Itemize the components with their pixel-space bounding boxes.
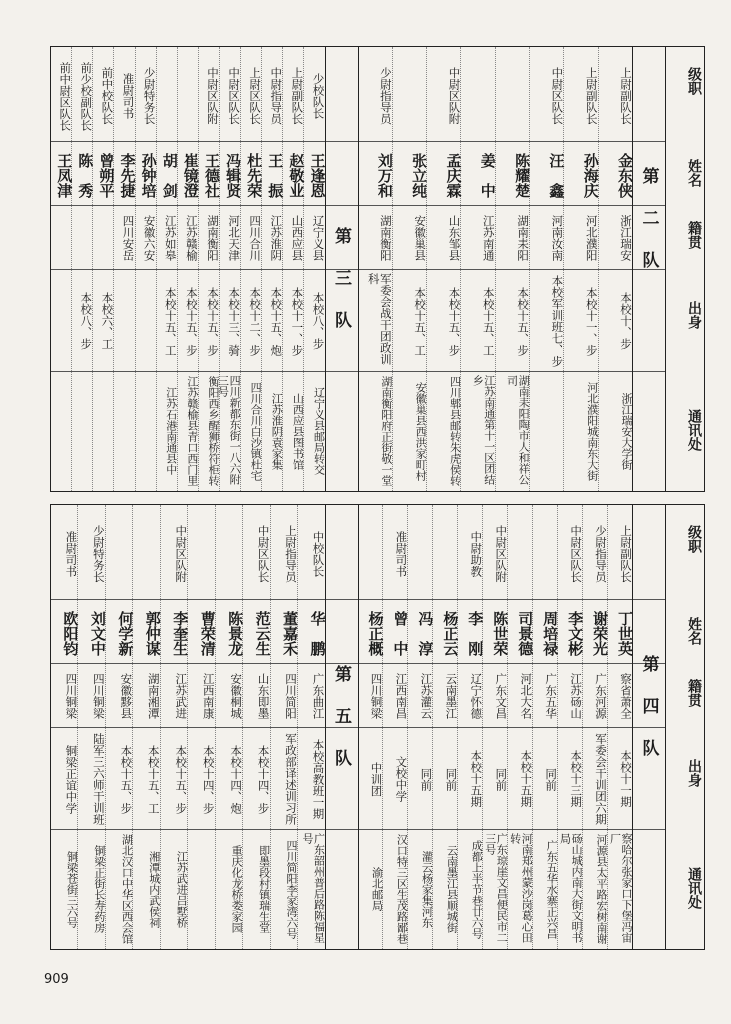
header-rank: 级职 <box>686 67 702 95</box>
entry-name: 胡 剑 <box>160 152 179 198</box>
entry-address: 四川郫县邮转朱虎侯转 <box>448 376 462 486</box>
entry-native-place: 江苏砀山 <box>569 673 584 719</box>
roster-entry <box>460 47 497 491</box>
entry-name: 王 振 <box>266 152 285 198</box>
entry-address: 衡阳西乡醒狮桥符柜转 <box>206 376 220 486</box>
entry-name: 金东侠 <box>616 152 634 198</box>
header-address: 通讯处 <box>686 409 702 451</box>
roster-entry <box>495 47 532 491</box>
entries <box>359 47 633 491</box>
entry-name: 谢荣光 <box>591 610 610 656</box>
entry-address: 四川合川白沙镇杜宅 <box>249 381 263 481</box>
entry-native-place: 四川铜梁 <box>369 673 384 719</box>
entry-rank: 中尉区队长 <box>569 525 584 583</box>
entry-origin: 军政部译述训习所 <box>284 733 299 825</box>
entry-native-place: 江苏如皋 <box>163 215 178 261</box>
roster-entry <box>216 47 243 491</box>
entry-native-place: 浙江瑞安 <box>619 215 633 261</box>
roster-entry <box>382 505 410 949</box>
entry-address: 即墨段村镇瑞生堂 <box>257 845 271 933</box>
roster-entry <box>51 47 74 491</box>
roster-entry <box>359 505 383 949</box>
entry-rank: 中尉区队长 <box>256 525 271 583</box>
roster-entry <box>71 47 95 491</box>
entry-name: 司景德 <box>516 610 535 656</box>
roster-entry <box>607 505 632 949</box>
entry-address: 重庆化龙桥娄家园 <box>230 845 244 933</box>
entry-origin: 本校十五、步 <box>119 744 134 814</box>
section-title-column <box>632 505 665 949</box>
entry-origin: 同前 <box>444 767 459 791</box>
entry-origin: 本校六、工 <box>100 292 115 350</box>
entry-name: 曾 中 <box>391 610 410 656</box>
entry-rank <box>106 511 132 597</box>
entry-native-place: 四川铜梁 <box>64 673 79 719</box>
entry-address <box>114 375 134 487</box>
entry-origin: 本校十一、步 <box>290 286 305 356</box>
entry-rank: 准尉司书 <box>64 531 79 577</box>
entry-origin: 本校十三、骑 <box>227 286 242 356</box>
roster-entry <box>51 505 80 949</box>
entry-origin: 本校十五、工 <box>413 286 428 356</box>
roster-entry <box>457 505 485 949</box>
entries <box>359 505 633 949</box>
roster-entry <box>215 505 245 949</box>
roster-entry <box>77 505 107 949</box>
entry-native-place: 湖南湘潭 <box>146 673 161 719</box>
entry-origin: 本校军训班七、步 <box>550 275 565 367</box>
roster-entry <box>187 505 217 949</box>
entry-native-place: 山东邹县 <box>447 215 462 261</box>
entry-name: 王德社 <box>202 152 221 198</box>
header-native: 籍贯 <box>686 221 702 249</box>
entry-rank: 中尉区队附 <box>447 67 462 125</box>
roster-entry <box>282 47 306 491</box>
entry-rank: 前中校队长 <box>100 67 115 125</box>
entry-native-place: 江苏灌云 <box>419 673 434 719</box>
entry-address: 湖南耒阳陶市人和祥公司 <box>505 375 531 485</box>
entry-native-place: 安徽巢县 <box>413 215 428 261</box>
entry-native-place: 山东即墨 <box>256 673 271 719</box>
entry-name: 陈 秀 <box>76 152 95 198</box>
entry-origin: 铜梁正谊中学 <box>64 744 79 814</box>
entry-name: 刘文中 <box>88 610 107 656</box>
roster-entry <box>598 47 632 491</box>
entry-name: 董嘉禾 <box>281 610 300 656</box>
entry-name: 陈景龙 <box>226 610 245 656</box>
entry-native-place: 湖南耒阳 <box>516 215 531 261</box>
entry-rank <box>359 511 383 597</box>
entry-rank: 上尉指导员 <box>284 525 299 583</box>
entry-native-place: 四川合川 <box>248 215 263 261</box>
entry-native-place: 山西应县 <box>290 215 305 261</box>
entry-name: 郭仲谋 <box>143 610 162 656</box>
entry-address <box>72 375 92 487</box>
entry-origin: 本校十五、步 <box>174 744 189 814</box>
entry-rank: 上尉副队长 <box>619 67 633 125</box>
entry-address: 铜梁正街长寿药房 <box>92 845 106 933</box>
section-title-column <box>325 47 358 491</box>
entry-address: 湖北汉口中华区西会馆 <box>120 834 134 944</box>
header-origin: 出身 <box>686 759 702 787</box>
section-title: 第 四 队 <box>638 655 659 760</box>
entry-name: 崔镜澄 <box>181 152 200 198</box>
entry-name: 丁世英 <box>616 610 634 656</box>
entry-name: 欧阳钧 <box>61 610 80 656</box>
entry-native-place <box>93 209 113 267</box>
entry-native-place: 河北天津 <box>227 215 242 261</box>
entry-rank <box>433 511 457 597</box>
entry-origin: 本校十五、工 <box>146 744 161 814</box>
entry-native-place: 广东河源 <box>594 673 609 719</box>
entry-address: 湘潭城内武侯祠 <box>147 850 161 928</box>
roster-entry <box>105 505 135 949</box>
entry-name: 刘万和 <box>375 152 394 198</box>
header-column <box>665 47 704 491</box>
roster-entry <box>482 505 510 949</box>
entry-origin: 文校中学 <box>394 756 409 802</box>
entry-name: 王凤津 <box>55 152 74 198</box>
entry-rank: 中尉区队附 <box>205 67 220 125</box>
entry-address: 浙江瑞安大学街 <box>620 392 633 470</box>
entry-address: 四川简阳李家湾六号 <box>285 839 299 939</box>
entry-native-place: 河北濮阳 <box>584 215 599 261</box>
entry-native-place: 辽宁怀德 <box>469 673 484 719</box>
entry-address: 山西应县图书馆 <box>291 392 305 470</box>
entry-name: 陈世荣 <box>491 610 510 656</box>
entry-native-place <box>51 209 71 267</box>
entry-name: 范云生 <box>253 610 272 656</box>
entry-name: 冯辑贤 <box>224 152 243 198</box>
entry-origin <box>114 273 134 369</box>
entry-name: 陈耀楚 <box>513 152 532 198</box>
entry-origin: 同前 <box>544 767 559 791</box>
entry-name: 杨正云 <box>441 610 460 656</box>
entry-name: 周培禄 <box>541 610 560 656</box>
roster-entry <box>297 505 327 949</box>
entry-rank: 中尉指导员 <box>269 67 284 125</box>
entry-rank: 上尉副队长 <box>619 525 633 583</box>
entry-address: 成都上半节巷廿六号 <box>470 839 484 939</box>
entry-native-place: 广东文昌 <box>494 673 509 719</box>
entry-rank: 少尉特务长 <box>91 525 106 583</box>
roster-entry <box>132 505 162 949</box>
section-team-5 <box>51 505 359 949</box>
entry-origin <box>51 273 71 369</box>
entry-rank <box>216 511 242 597</box>
entry-rank: 上尉副队长 <box>584 67 599 125</box>
entry-rank: 上尉区队长 <box>248 67 263 125</box>
entry-rank: 少校队长 <box>311 73 326 119</box>
entry-origin: 本校十五、步 <box>516 286 531 356</box>
entry-address: 河南郑州蒙沙岗葛心田转 <box>508 833 534 943</box>
entry-origin: 本校十五期 <box>519 750 534 808</box>
entry-native-place: 河南汝南 <box>550 215 565 261</box>
entry-origin: 本校十四、步 <box>256 744 271 814</box>
roster-entry <box>557 505 585 949</box>
entry-native-place: 河北大名 <box>519 673 534 719</box>
entry-name: 曾朔平 <box>97 152 116 198</box>
entry-rank: 中尉区队长 <box>227 67 242 125</box>
entry-address: 四川新都东街一八六附三号 <box>216 375 242 485</box>
entry-name: 赵敬业 <box>287 152 306 198</box>
entry-rank: 中尉区队附 <box>494 525 509 583</box>
entry-origin: 本校十三期 <box>569 750 584 808</box>
entry-rank: 少尉指导员 <box>378 67 393 125</box>
entry-native-place: 湖南衡阳 <box>378 215 393 261</box>
entry-address: 广东韶州普后路陈福星号 <box>300 833 326 943</box>
entry-origin: 本校十五、步 <box>447 286 462 356</box>
entry-rank: 前中尉区队长 <box>58 61 73 131</box>
header-native: 籍贯 <box>686 679 702 707</box>
header-address: 通讯处 <box>686 867 702 909</box>
entry-name: 汪 鑫 <box>547 152 566 198</box>
roster-entry <box>242 505 272 949</box>
bottom-roster-table <box>50 504 705 950</box>
entry-rank <box>408 511 432 597</box>
section-title: 第 三 队 <box>331 227 351 332</box>
header-name: 姓名 <box>686 159 702 187</box>
entry-address: 察哈尔张家口下堡冯宙厂 <box>608 833 633 943</box>
entry-name: 孟庆霖 <box>444 152 463 198</box>
entry-native-place: 察省萧全 <box>619 673 633 719</box>
entry-name: 李奎生 <box>171 610 190 656</box>
entry-address: 渝北邮局 <box>370 867 384 911</box>
entry-native-place: 湖南衡阳 <box>205 215 220 261</box>
entry-name: 杨正概 <box>366 610 385 656</box>
entry-rank: 中校队长 <box>311 531 326 577</box>
entry-address <box>530 375 563 487</box>
entry-name: 孙海庆 <box>581 152 600 198</box>
section-team-2 <box>359 47 666 491</box>
entry-origin <box>136 273 156 369</box>
header-name: 姓名 <box>686 617 702 645</box>
entry-origin: 本校十二、步 <box>248 286 263 356</box>
entry-origin: 本校十五、步 <box>184 286 199 356</box>
entry-native-place <box>72 209 92 267</box>
entry-address: 云南墨江县顺城街 <box>445 845 459 933</box>
entry-native-place: 广东五华 <box>544 673 559 719</box>
roster-entry <box>177 47 198 491</box>
roster-entry <box>92 47 116 491</box>
entry-rank <box>508 511 532 597</box>
entry-rank <box>393 53 426 139</box>
header-column <box>665 505 704 949</box>
entry-name: 姜 中 <box>478 152 497 198</box>
entry-origin: 本校八、步 <box>311 292 326 350</box>
entry-origin: 本校十一、步 <box>584 286 599 356</box>
section-title-column <box>632 47 665 491</box>
roster-entry <box>529 47 566 491</box>
entry-native-place: 安徽六安 <box>142 215 157 261</box>
entry-native-place: 四川简阳 <box>284 673 299 719</box>
entry-native-place: 安徽桐城 <box>229 673 244 719</box>
roster-entry <box>582 505 610 949</box>
entry-address <box>188 833 214 945</box>
roster-entry <box>156 47 177 491</box>
entry-origin: 本校十五、工 <box>163 286 178 356</box>
entry-name: 李 刚 <box>466 610 485 656</box>
page-number: 909 <box>44 972 69 987</box>
entry-origin: 军委会干训团六期 <box>594 733 609 825</box>
section-team-4 <box>359 505 666 949</box>
entry-address: 河北濮阳城南东大街 <box>585 381 599 481</box>
roster-entry <box>113 47 137 491</box>
entry-rank <box>461 53 494 139</box>
roster-entry <box>198 47 219 491</box>
entry-name: 孙钟培 <box>139 152 158 198</box>
top-roster-table <box>50 46 705 492</box>
roster-entry <box>392 47 429 491</box>
entry-native-place: 江苏赣榆 <box>184 215 199 261</box>
entry-rank <box>188 511 214 597</box>
entry-native-place: 江苏武进 <box>174 673 189 719</box>
entry-rank: 中尉区队附 <box>174 525 189 583</box>
entry-rank: 准尉司书 <box>121 73 136 119</box>
entry-address: 安徽巢县西洪家町村 <box>414 381 428 481</box>
roster-entry <box>303 47 327 491</box>
entry-origin: 同前 <box>419 767 434 791</box>
roster-entry <box>240 47 264 491</box>
entry-origin: 本校十五、工 <box>481 286 496 356</box>
entry-address: 辽宁义县邮局转交 <box>312 387 326 475</box>
roster-entry <box>270 505 300 949</box>
table-columns <box>51 505 704 949</box>
entry-address <box>136 375 156 487</box>
entry-native-place: 安徽黟县 <box>119 673 134 719</box>
entry-address: 汉口特三区生茂路鄙巷 <box>395 834 409 944</box>
entry-origin: 本校十五、步 <box>205 286 220 356</box>
entry-address: 广东五华水寨正兴昌 <box>545 839 559 939</box>
entry-name: 冯 淳 <box>416 610 435 656</box>
roster-entry <box>507 505 535 949</box>
entry-address: 江苏南通第十一区团结乡 <box>471 375 496 485</box>
entry-native-place: 广东曲江 <box>311 673 326 719</box>
entry-address: 铜梁苍街三六号 <box>65 850 79 928</box>
entry-address: 灌云杨家集河东 <box>420 850 434 928</box>
section-title-column <box>325 505 358 949</box>
roster-entry <box>135 47 156 491</box>
roster-entry <box>359 47 392 491</box>
roster-entry <box>426 47 463 491</box>
entry-address <box>93 375 113 487</box>
entry-origin: 本校高教班一期 <box>311 738 326 820</box>
entry-address: 湖南衡阳府正街敬一堂 <box>379 376 393 486</box>
table-columns <box>51 47 704 491</box>
entry-rank: 上尉副队长 <box>290 67 305 125</box>
entry-origin: 军委会战干团政训科 <box>366 273 393 365</box>
entry-rank <box>157 53 177 139</box>
roster-entry <box>432 505 460 949</box>
entry-address: 河源县太平路宏树南谢 <box>595 834 609 944</box>
entry-origin: 本校十五期 <box>469 750 484 808</box>
entry-origin: 本校十五、炮 <box>269 286 284 356</box>
section-title: 第 二 队 <box>638 167 659 272</box>
entry-origin: 本校十一期 <box>619 750 633 808</box>
entry-rank <box>133 511 159 597</box>
roster-entry <box>563 47 600 491</box>
header-origin: 出身 <box>686 301 702 329</box>
entry-name: 王逢恩 <box>308 152 327 198</box>
entry-native-place: 江苏南通 <box>481 215 496 261</box>
entry-rank <box>496 53 529 139</box>
entry-rank: 少尉指导员 <box>594 525 609 583</box>
entry-rank: 中尉助教 <box>469 531 484 577</box>
entry-address <box>51 375 71 487</box>
entry-address: 江苏赣榆县青口西门里 <box>185 376 199 486</box>
entry-address: 江苏武进吕墅桥 <box>175 850 189 928</box>
entry-name: 华 鹏 <box>308 610 327 656</box>
entry-native-place: 四川铜梁 <box>91 673 106 719</box>
entry-name: 杜先荣 <box>245 152 264 198</box>
entry-origin: 本校十、步 <box>619 292 633 350</box>
entry-origin: 中训团 <box>369 761 384 797</box>
entry-rank <box>178 53 198 139</box>
entry-rank: 中尉区队长 <box>550 67 565 125</box>
entry-address: 砀山城内南大街文明书局 <box>558 833 584 943</box>
entry-native-place: 江苏淮阴 <box>269 215 284 261</box>
entry-name: 张立纯 <box>410 152 429 198</box>
entry-address: 江苏石港南通县中 <box>164 387 178 475</box>
entry-name: 李先捷 <box>118 152 137 198</box>
entry-native-place: 四川安岳 <box>121 215 136 261</box>
entry-origin: 陆军三六师干训班 <box>91 733 106 825</box>
entry-native-place: 江西南昌 <box>394 673 409 719</box>
roster-entry <box>160 505 190 949</box>
section-team-3 <box>51 47 359 491</box>
entries <box>51 47 325 491</box>
entry-origin: 同前 <box>494 767 509 791</box>
entry-address: 广东琼崖文昌便民市二三号 <box>483 833 509 943</box>
roster-entry <box>407 505 435 949</box>
entry-rank: 前少校副队长 <box>79 61 94 131</box>
entry-name: 曹荣清 <box>198 610 217 656</box>
entry-origin: 本校八、步 <box>79 292 94 350</box>
entry-native-place: 云南墨江 <box>444 673 459 719</box>
header-rank: 级职 <box>686 525 702 553</box>
entry-native-place: 辽宁义县 <box>311 215 326 261</box>
section-title: 第 五 队 <box>331 665 351 770</box>
entries <box>51 505 325 949</box>
entry-name: 何学新 <box>116 610 135 656</box>
roster-entry <box>532 505 560 949</box>
entry-rank <box>533 511 557 597</box>
entry-address: 江苏淮阴袁家集 <box>270 392 284 470</box>
entry-origin: 本校十四、炮 <box>229 744 244 814</box>
entry-native-place: 江西南康 <box>201 673 216 719</box>
entry-rank: 准尉司书 <box>394 531 409 577</box>
entry-name: 李文彬 <box>566 610 585 656</box>
entry-rank: 少尉特务长 <box>142 67 157 125</box>
roster-entry <box>261 47 285 491</box>
entry-origin: 本校十四、步 <box>201 744 216 814</box>
